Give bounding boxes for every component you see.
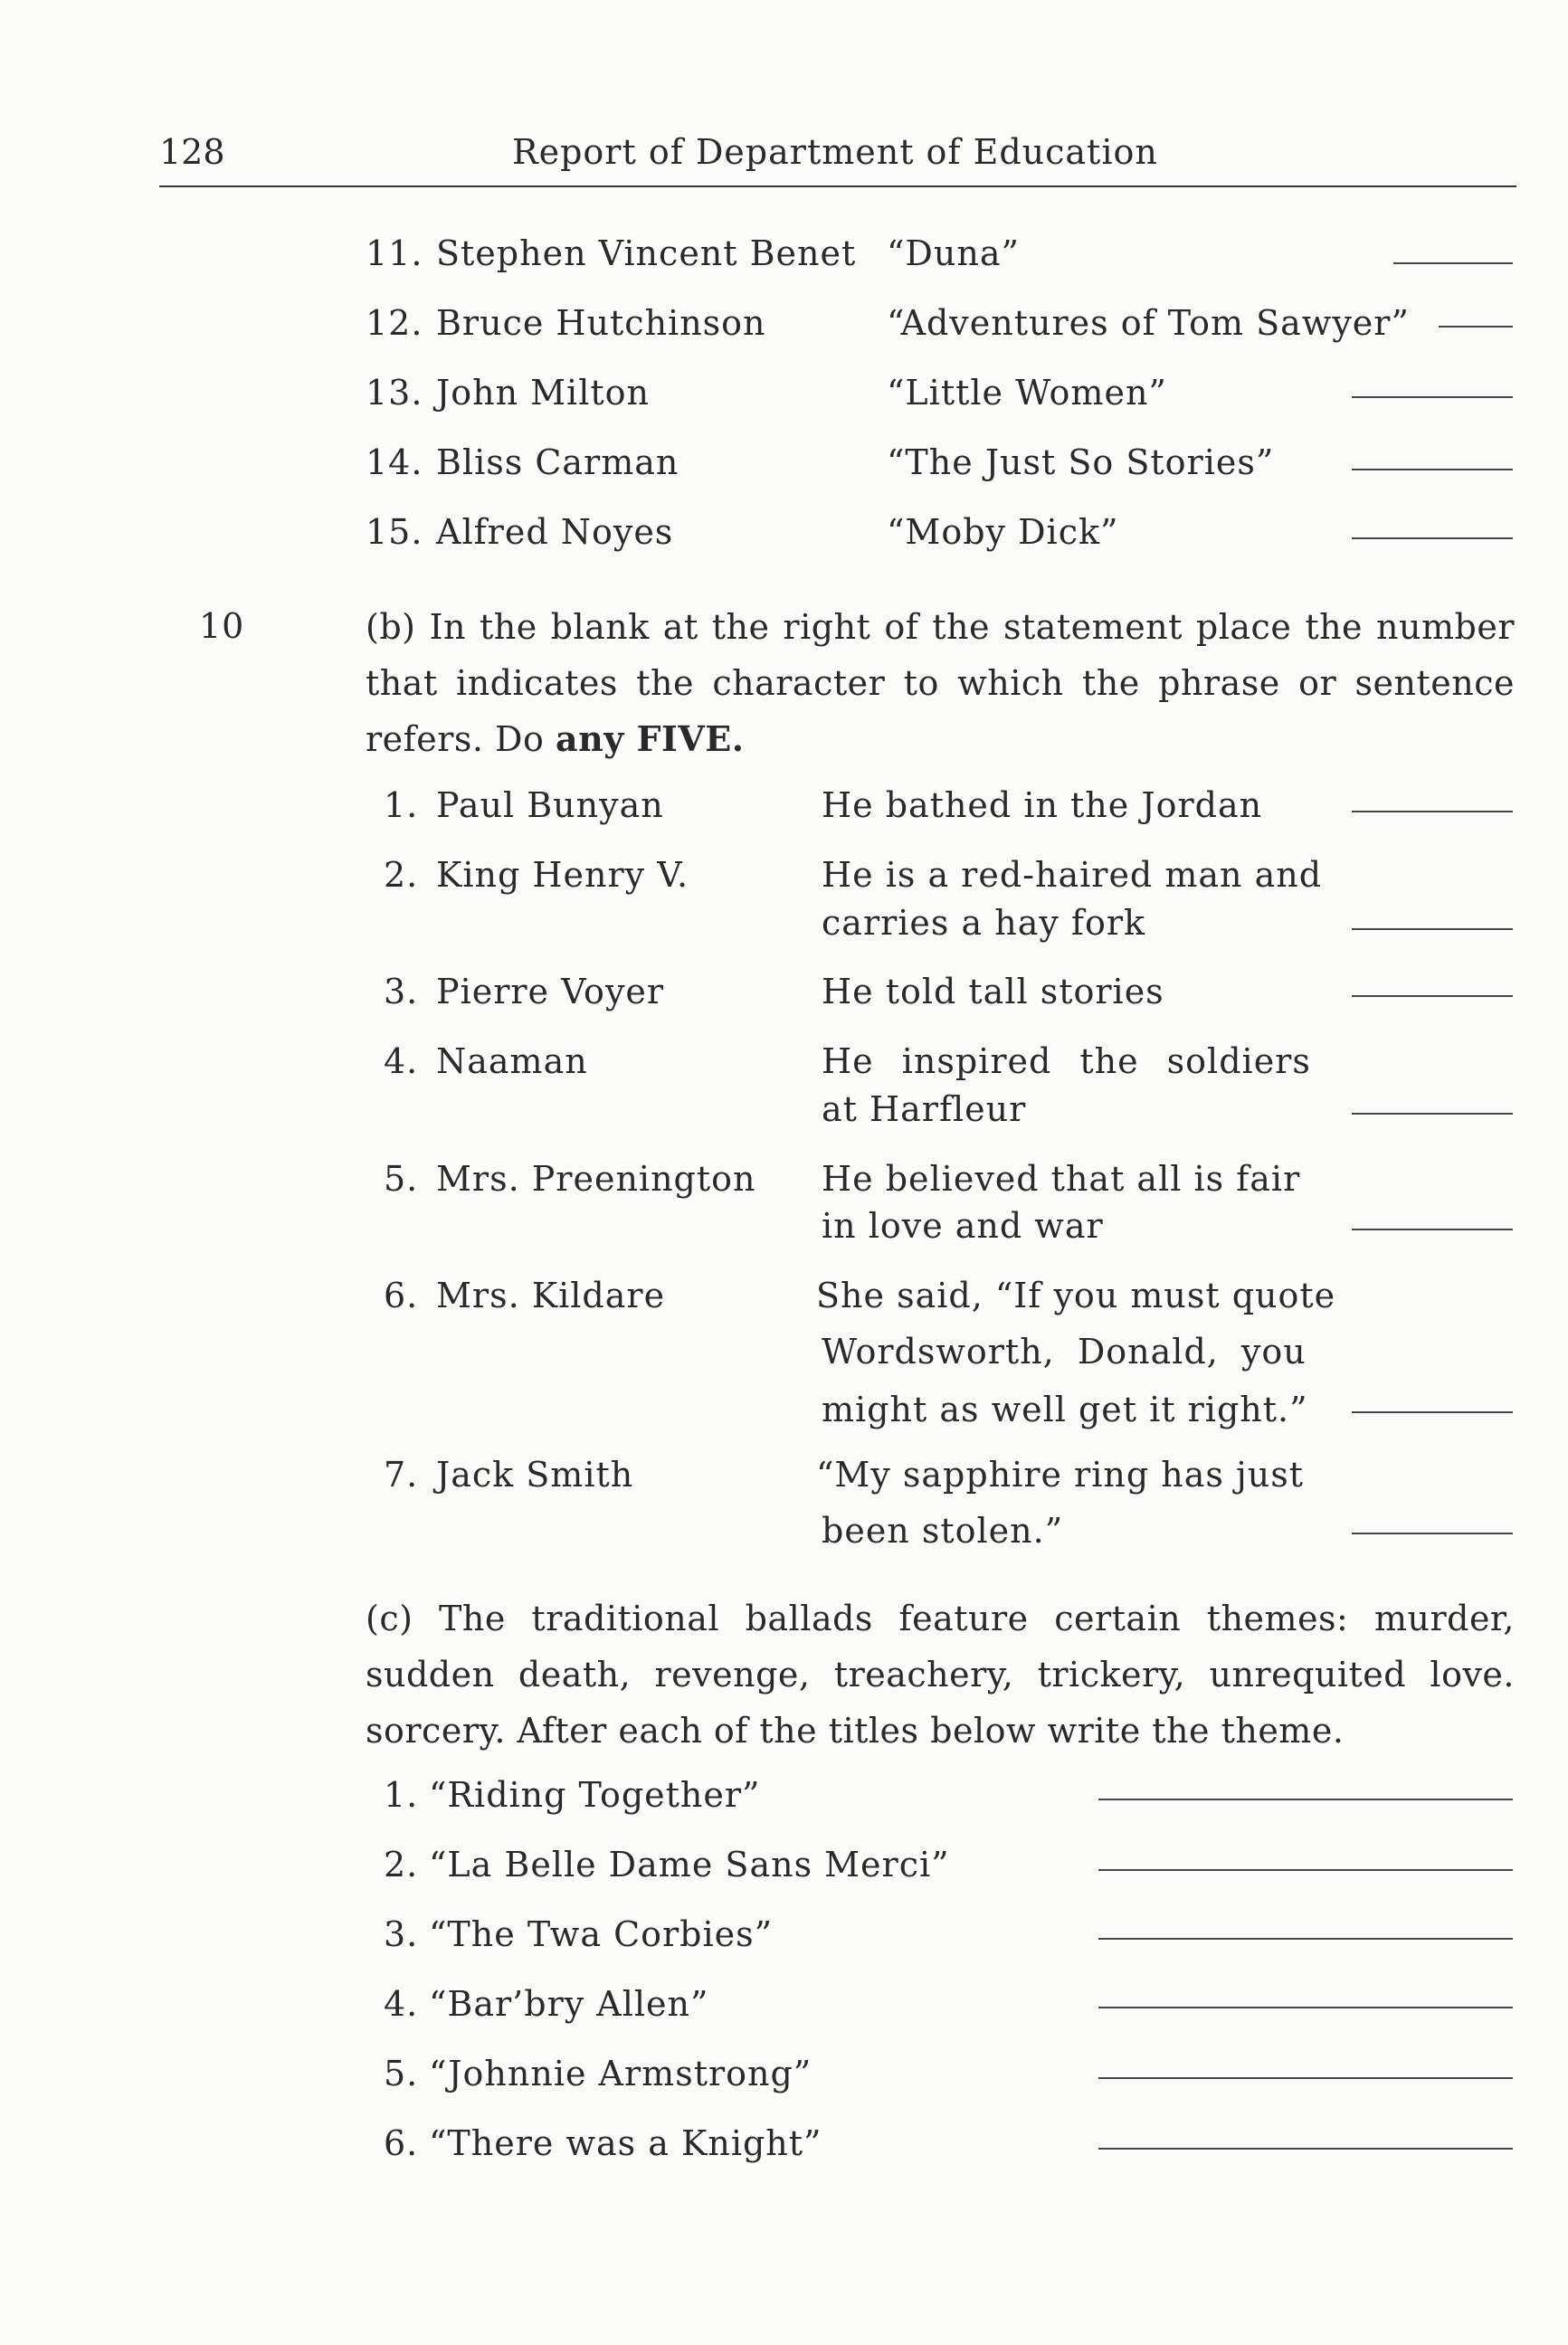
answer-blank[interactable] — [1098, 1869, 1513, 1871]
answer-blank[interactable] — [1098, 2007, 1513, 2008]
statement-line: He told tall stories — [822, 972, 1164, 1011]
instruction-line: (c) The traditional ballads feature certain themes: murder, — [366, 1599, 1515, 1638]
work-title: “Moby Dick” — [887, 512, 1119, 552]
character-name: King Henry V. — [436, 855, 689, 895]
ballad-title: “Bar’bry Allen” — [429, 1984, 709, 2024]
author-name: Stephen Vincent Benet — [436, 233, 857, 273]
answer-blank[interactable] — [1098, 1799, 1513, 1800]
statement-line: He believed that all is fair — [822, 1159, 1301, 1199]
author-name: Bliss Carman — [436, 442, 679, 482]
answer-blank[interactable] — [1098, 2077, 1513, 2079]
header-rule — [159, 185, 1516, 187]
ballad-title: “Johnnie Armstrong” — [429, 2054, 813, 2093]
statement-line: might as well get it right.” — [822, 1390, 1308, 1429]
author-name: John Milton — [436, 373, 650, 413]
answer-blank[interactable] — [1352, 995, 1513, 997]
answer-blank[interactable] — [1098, 1938, 1513, 1940]
item-number: 1. — [384, 1775, 419, 1815]
work-title: “Duna” — [887, 233, 1020, 273]
item-number: 3. — [384, 972, 419, 1011]
instruction-line-final — [366, 711, 1515, 767]
answer-blank[interactable] — [1352, 1533, 1513, 1534]
work-title: “Little Women” — [887, 373, 1167, 413]
item-number: 14. — [366, 442, 423, 482]
instruction-line: that indicates the character to which the phrase or sentence — [366, 663, 1515, 703]
statement-line: He inspired the soldiers — [822, 1041, 1311, 1081]
work-title: “Adventures of Tom Sawyer” — [887, 303, 1410, 343]
item-number: 15. — [366, 512, 423, 552]
character-name: Mrs. Preenington — [436, 1159, 756, 1199]
statement-line: Wordsworth, Donald, you — [822, 1332, 1307, 1372]
character-name: Naaman — [436, 1041, 588, 1081]
statement-line: He is a red-haired man and — [822, 855, 1323, 895]
item-number: 6. — [384, 1276, 419, 1315]
ballad-title: “There was a Knight” — [429, 2123, 822, 2163]
page-number: 128 — [159, 132, 225, 172]
item-number: 13. — [366, 373, 423, 413]
section-c-instructions — [366, 1590, 1515, 1759]
marks-value: 10 — [199, 606, 245, 646]
item-number: 6. — [384, 2123, 419, 2163]
statement-line: been stolen.” — [822, 1511, 1064, 1551]
ballad-title: “Riding Together” — [429, 1775, 761, 1815]
item-number: 7. — [384, 1455, 419, 1495]
instruction-emphasis: any FIVE. — [555, 718, 745, 759]
character-name: Mrs. Kildare — [436, 1276, 666, 1315]
answer-blank[interactable] — [1352, 1113, 1513, 1115]
statement-line: “My sapphire ring has just — [816, 1455, 1304, 1495]
character-name: Paul Bunyan — [436, 785, 664, 825]
answer-blank[interactable] — [1352, 928, 1513, 930]
answer-blank[interactable] — [1352, 1229, 1513, 1230]
ballad-title: “The Twa Corbies” — [429, 1914, 774, 1954]
statement-line: in love and war — [822, 1206, 1104, 1246]
instruction-line: (b) In the blank at the right of the statement place the number — [366, 607, 1515, 647]
answer-blank[interactable] — [1352, 537, 1513, 539]
character-name: Pierre Voyer — [436, 972, 665, 1011]
author-name: Alfred Noyes — [436, 512, 674, 552]
item-number: 4. — [384, 1041, 419, 1081]
section-b-instructions — [366, 599, 1515, 767]
item-number: 4. — [384, 1984, 419, 2024]
answer-blank[interactable] — [1393, 262, 1513, 264]
answer-blank[interactable] — [1352, 811, 1513, 812]
answer-blank[interactable] — [1352, 396, 1513, 398]
instruction-line: sorcery. After each of the titles below write the theme. — [366, 1711, 1345, 1751]
item-number: 1. — [384, 785, 419, 825]
author-name: Bruce Hutchinson — [436, 303, 766, 343]
answer-blank[interactable] — [1352, 469, 1513, 470]
item-number: 2. — [384, 1845, 419, 1885]
item-number: 12. — [366, 303, 423, 343]
instruction-text: refers. Do — [366, 719, 556, 759]
work-title: “The Just So Stories” — [887, 442, 1275, 482]
character-name: Jack Smith — [436, 1455, 634, 1495]
statement-line: carries a hay fork — [822, 903, 1146, 943]
answer-blank[interactable] — [1439, 326, 1513, 328]
statement-line: He bathed in the Jordan — [822, 785, 1263, 825]
item-number: 5. — [384, 1159, 419, 1199]
answer-blank[interactable] — [1352, 1411, 1513, 1413]
page-title: Report of Department of Education — [512, 132, 1158, 172]
instruction-line: sudden death, revenge, treachery, trickery, unrequited love. — [366, 1655, 1515, 1695]
ballad-title: “La Belle Dame Sans Merci” — [429, 1845, 950, 1885]
statement-line: She said, “If you must quote — [816, 1276, 1336, 1315]
item-number: 11. — [366, 233, 423, 273]
answer-blank[interactable] — [1098, 2148, 1513, 2150]
item-number: 2. — [384, 855, 419, 895]
item-number: 3. — [384, 1914, 419, 1954]
item-number: 5. — [384, 2054, 419, 2093]
statement-line: at Harfleur — [822, 1089, 1027, 1129]
